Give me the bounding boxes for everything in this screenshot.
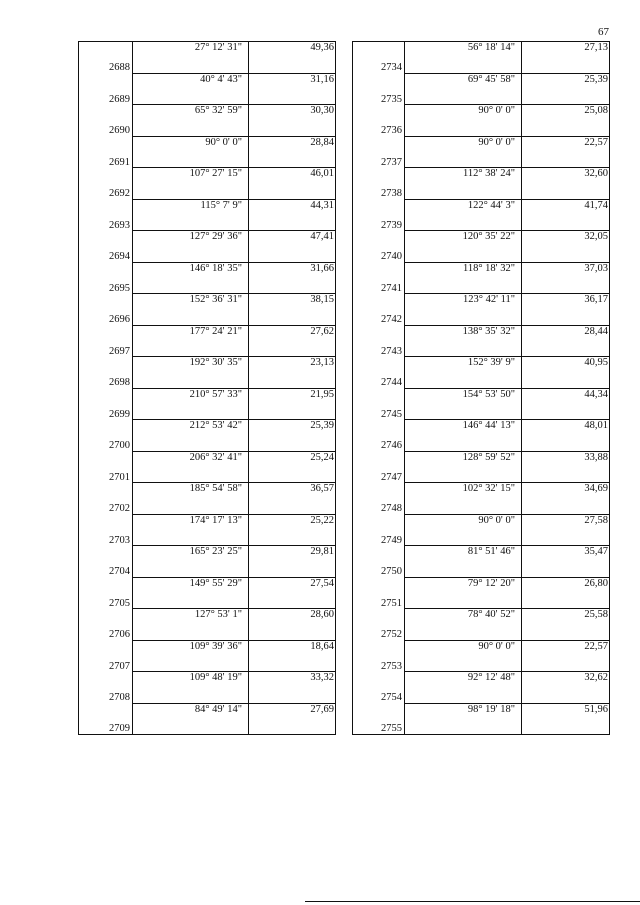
table-row bbox=[79, 609, 336, 641]
angle-cell: 84° 49' 14" bbox=[133, 703, 249, 735]
angle-cell: 115° 7' 9" bbox=[133, 199, 249, 231]
angle-cell: 206° 32' 41" bbox=[133, 451, 249, 483]
table-row bbox=[353, 105, 610, 137]
distance-cell: 33,32 bbox=[249, 672, 336, 704]
distance-cell: 31,16 bbox=[249, 73, 336, 105]
table-row bbox=[353, 703, 610, 735]
distance-cell: 34,69 bbox=[522, 483, 610, 515]
distance-cell: 38,15 bbox=[249, 294, 336, 326]
angle-cell: 138° 35' 32" bbox=[405, 325, 522, 357]
table-row bbox=[353, 73, 610, 105]
angle-cell: 90° 0' 0" bbox=[405, 136, 522, 168]
right-coordinates-table bbox=[352, 41, 610, 735]
point-number-cell: 2747 bbox=[353, 451, 405, 483]
point-number-cell: 2698 bbox=[79, 357, 133, 389]
point-number-cell: 2689 bbox=[79, 73, 133, 105]
angle-cell: 120° 35' 22" bbox=[405, 231, 522, 263]
distance-cell: 32,05 bbox=[522, 231, 610, 263]
distance-cell: 51,96 bbox=[522, 703, 610, 735]
point-number-cell: 2751 bbox=[353, 577, 405, 609]
distance-cell: 27,62 bbox=[249, 325, 336, 357]
point-number-cell: 2750 bbox=[353, 546, 405, 578]
point-number-cell: 2702 bbox=[79, 483, 133, 515]
distance-cell: 30,30 bbox=[249, 105, 336, 137]
point-number-cell: 2705 bbox=[79, 577, 133, 609]
angle-cell: 27° 12' 31" bbox=[133, 42, 249, 74]
point-number-cell: 2701 bbox=[79, 451, 133, 483]
table-row bbox=[353, 420, 610, 452]
point-number-cell: 2703 bbox=[79, 514, 133, 546]
distance-cell: 25,22 bbox=[249, 514, 336, 546]
point-number-cell: 2692 bbox=[79, 168, 133, 200]
point-number-cell: 2753 bbox=[353, 640, 405, 672]
distance-cell: 27,13 bbox=[522, 42, 610, 74]
angle-cell: 154° 53' 50" bbox=[405, 388, 522, 420]
angle-cell: 146° 44' 13" bbox=[405, 420, 522, 452]
angle-cell: 185° 54' 58" bbox=[133, 483, 249, 515]
distance-cell: 25,39 bbox=[249, 420, 336, 452]
point-number-cell: 2738 bbox=[353, 168, 405, 200]
angle-cell: 128° 59' 52" bbox=[405, 451, 522, 483]
distance-cell: 22,57 bbox=[522, 640, 610, 672]
table-row bbox=[79, 672, 336, 704]
angle-cell: 40° 4' 43" bbox=[133, 73, 249, 105]
point-number-cell: 2749 bbox=[353, 514, 405, 546]
point-number-cell: 2704 bbox=[79, 546, 133, 578]
table-row bbox=[79, 577, 336, 609]
table-row bbox=[79, 640, 336, 672]
point-number-cell: 2735 bbox=[353, 73, 405, 105]
point-number-cell: 2697 bbox=[79, 325, 133, 357]
angle-cell: 192° 30' 35" bbox=[133, 357, 249, 389]
distance-cell: 32,60 bbox=[522, 168, 610, 200]
angle-cell: 149° 55' 29" bbox=[133, 577, 249, 609]
point-number-cell: 2743 bbox=[353, 325, 405, 357]
table-row bbox=[353, 672, 610, 704]
table-row bbox=[79, 105, 336, 137]
point-number-cell: 2754 bbox=[353, 672, 405, 704]
angle-cell: 177° 24' 21" bbox=[133, 325, 249, 357]
table-row bbox=[353, 514, 610, 546]
distance-cell: 28,84 bbox=[249, 136, 336, 168]
point-number-cell: 2707 bbox=[79, 640, 133, 672]
distance-cell: 25,24 bbox=[249, 451, 336, 483]
angle-cell: 90° 0' 0" bbox=[405, 105, 522, 137]
point-number-cell: 2740 bbox=[353, 231, 405, 263]
angle-cell: 109° 39' 36" bbox=[133, 640, 249, 672]
angle-cell: 69° 45' 58" bbox=[405, 73, 522, 105]
angle-cell: 152° 36' 31" bbox=[133, 294, 249, 326]
table-row bbox=[353, 136, 610, 168]
angle-cell: 90° 0' 0" bbox=[405, 514, 522, 546]
table-row bbox=[79, 199, 336, 231]
distance-cell: 31,66 bbox=[249, 262, 336, 294]
angle-cell: 122° 44' 3" bbox=[405, 199, 522, 231]
angle-cell: 212° 53' 42" bbox=[133, 420, 249, 452]
point-number-cell: 2706 bbox=[79, 609, 133, 641]
table-row bbox=[353, 199, 610, 231]
distance-cell: 44,34 bbox=[522, 388, 610, 420]
distance-cell: 27,69 bbox=[249, 703, 336, 735]
point-number-cell: 2736 bbox=[353, 105, 405, 137]
point-number-cell: 2744 bbox=[353, 357, 405, 389]
distance-cell: 29,81 bbox=[249, 546, 336, 578]
table-row bbox=[79, 168, 336, 200]
angle-cell: 102° 32' 15" bbox=[405, 483, 522, 515]
distance-cell: 26,80 bbox=[522, 577, 610, 609]
angle-cell: 78° 40' 52" bbox=[405, 609, 522, 641]
point-number-cell: 2696 bbox=[79, 294, 133, 326]
table-row bbox=[353, 388, 610, 420]
distance-cell: 27,54 bbox=[249, 577, 336, 609]
table-row bbox=[79, 136, 336, 168]
angle-cell: 210° 57' 33" bbox=[133, 388, 249, 420]
distance-cell: 33,88 bbox=[522, 451, 610, 483]
table-row bbox=[353, 168, 610, 200]
point-number-cell: 2737 bbox=[353, 136, 405, 168]
point-number-cell: 2755 bbox=[353, 703, 405, 735]
distance-cell: 35,47 bbox=[522, 546, 610, 578]
angle-cell: 152° 39' 9" bbox=[405, 357, 522, 389]
angle-cell: 81° 51' 46" bbox=[405, 546, 522, 578]
table-row bbox=[79, 388, 336, 420]
table-row bbox=[353, 357, 610, 389]
table-row bbox=[79, 73, 336, 105]
distance-cell: 48,01 bbox=[522, 420, 610, 452]
table-row bbox=[79, 703, 336, 735]
page-number: 67 bbox=[598, 26, 609, 38]
footer-rule bbox=[305, 901, 640, 902]
table-row bbox=[79, 420, 336, 452]
table-row bbox=[353, 262, 610, 294]
distance-cell: 25,08 bbox=[522, 105, 610, 137]
angle-cell: 107° 27' 15" bbox=[133, 168, 249, 200]
table-row bbox=[353, 451, 610, 483]
distance-cell: 32,62 bbox=[522, 672, 610, 704]
table-row bbox=[353, 640, 610, 672]
angle-cell: 65° 32' 59" bbox=[133, 105, 249, 137]
angle-cell: 127° 53' 1" bbox=[133, 609, 249, 641]
angle-cell: 146° 18' 35" bbox=[133, 262, 249, 294]
point-number-cell: 2739 bbox=[353, 199, 405, 231]
point-number-cell: 2742 bbox=[353, 294, 405, 326]
angle-cell: 174° 17' 13" bbox=[133, 514, 249, 546]
table-row bbox=[353, 609, 610, 641]
point-number-cell: 2693 bbox=[79, 199, 133, 231]
angle-cell: 56° 18' 14" bbox=[405, 42, 522, 74]
table-row bbox=[79, 294, 336, 326]
table-row bbox=[79, 514, 336, 546]
table-row bbox=[79, 262, 336, 294]
point-number-cell: 2688 bbox=[79, 42, 133, 74]
point-number-cell: 2695 bbox=[79, 262, 133, 294]
angle-cell: 127° 29' 36" bbox=[133, 231, 249, 263]
angle-cell: 90° 0' 0" bbox=[405, 640, 522, 672]
point-number-cell: 2734 bbox=[353, 42, 405, 74]
table-row bbox=[79, 231, 336, 263]
angle-cell: 165° 23' 25" bbox=[133, 546, 249, 578]
table-row bbox=[79, 357, 336, 389]
point-number-cell: 2700 bbox=[79, 420, 133, 452]
distance-cell: 25,58 bbox=[522, 609, 610, 641]
table-row bbox=[79, 483, 336, 515]
distance-cell: 28,60 bbox=[249, 609, 336, 641]
table-row bbox=[353, 546, 610, 578]
table-row bbox=[353, 577, 610, 609]
distance-cell: 37,03 bbox=[522, 262, 610, 294]
table-row bbox=[353, 294, 610, 326]
point-number-cell: 2748 bbox=[353, 483, 405, 515]
distance-cell: 18,64 bbox=[249, 640, 336, 672]
angle-cell: 109° 48' 19" bbox=[133, 672, 249, 704]
table-row bbox=[79, 42, 336, 74]
point-number-cell: 2694 bbox=[79, 231, 133, 263]
table-row bbox=[353, 42, 610, 74]
angle-cell: 98° 19' 18" bbox=[405, 703, 522, 735]
distance-cell: 36,17 bbox=[522, 294, 610, 326]
distance-cell: 36,57 bbox=[249, 483, 336, 515]
distance-cell: 41,74 bbox=[522, 199, 610, 231]
distance-cell: 47,41 bbox=[249, 231, 336, 263]
point-number-cell: 2752 bbox=[353, 609, 405, 641]
table-row bbox=[79, 325, 336, 357]
point-number-cell: 2691 bbox=[79, 136, 133, 168]
distance-cell: 44,31 bbox=[249, 199, 336, 231]
point-number-cell: 2709 bbox=[79, 703, 133, 735]
point-number-cell: 2690 bbox=[79, 105, 133, 137]
distance-cell: 46,01 bbox=[249, 168, 336, 200]
angle-cell: 123° 42' 11" bbox=[405, 294, 522, 326]
angle-cell: 79° 12' 20" bbox=[405, 577, 522, 609]
distance-cell: 40,95 bbox=[522, 357, 610, 389]
distance-cell: 22,57 bbox=[522, 136, 610, 168]
point-number-cell: 2708 bbox=[79, 672, 133, 704]
point-number-cell: 2741 bbox=[353, 262, 405, 294]
table-row bbox=[353, 231, 610, 263]
table-row bbox=[79, 451, 336, 483]
angle-cell: 112° 38' 24" bbox=[405, 168, 522, 200]
distance-cell: 28,44 bbox=[522, 325, 610, 357]
distance-cell: 27,58 bbox=[522, 514, 610, 546]
distance-cell: 49,36 bbox=[249, 42, 336, 74]
table-row bbox=[79, 546, 336, 578]
distance-cell: 25,39 bbox=[522, 73, 610, 105]
table-row bbox=[353, 325, 610, 357]
angle-cell: 118° 18' 32" bbox=[405, 262, 522, 294]
distance-cell: 23,13 bbox=[249, 357, 336, 389]
angle-cell: 90° 0' 0" bbox=[133, 136, 249, 168]
angle-cell: 92° 12' 48" bbox=[405, 672, 522, 704]
left-coordinates-table bbox=[78, 41, 336, 735]
point-number-cell: 2699 bbox=[79, 388, 133, 420]
point-number-cell: 2745 bbox=[353, 388, 405, 420]
table-row bbox=[353, 483, 610, 515]
point-number-cell: 2746 bbox=[353, 420, 405, 452]
distance-cell: 21,95 bbox=[249, 388, 336, 420]
